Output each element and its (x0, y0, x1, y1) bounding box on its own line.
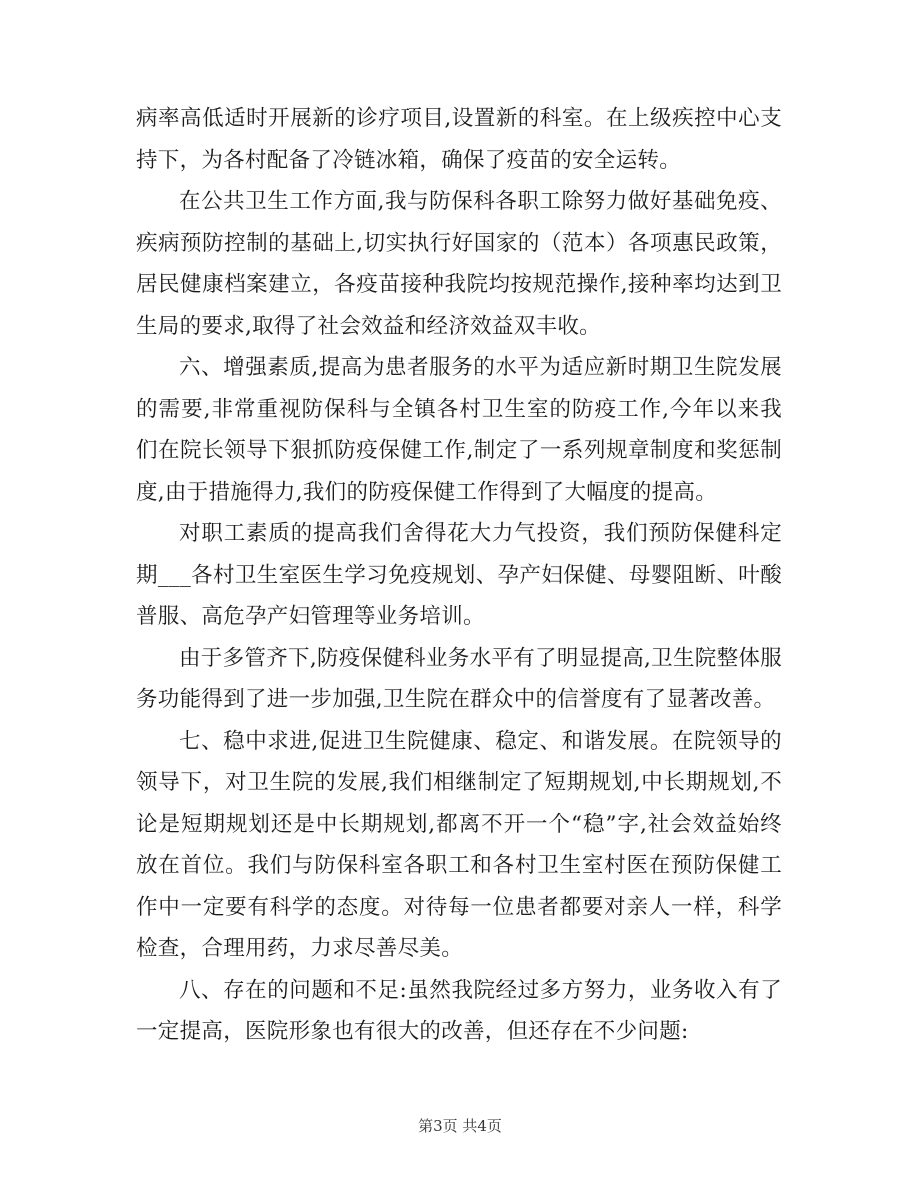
paragraph-section-six: 六、增强素质,提高为患者服务的水平为适应新时期卫生院发展的需要,非常重视防保科与全镇各村卫生室的防疫工作,今年以来我们在院长领导下狠抓防疫保健工作,制定了一系列规章制度和奖惩制度,由于措施得力,我们的防疫保健工作得到了大幅度的提高。 (136, 355, 782, 505)
paragraph-staff-training: 对职工素质的提高我们舍得花大力气投资，我们预防保健科定期___各村卫生室医生学习免疫规划、孕产妇保健、母婴阻断、叶酸普服、高危孕产妇管理等业务培训。 (136, 521, 782, 629)
document-body (136, 98, 782, 1053)
paragraph-improvement: 由于多管齐下,防疫保健科业务水平有了明显提高,卫生院整体服务功能得到了进一步加强,卫生院在群众中的信誉度有了显著改善。 (136, 645, 782, 712)
paragraph-public-health: 在公共卫生工作方面,我与防保科各职工除努力做好基础免疫、疾病预防控制的基础上,切实执行好国家的（范本）各项惠民政策，居民健康档案建立，各疫苗接种我院均按规范操作,接种率均达到卫生局的要求,取得了社会效益和经济效益双丰收。 (136, 189, 782, 339)
paragraph-section-seven: 七、稳中求进,促进卫生院健康、稳定、和谐发展。在院领导的领导下，对卫生院的发展,我们相继制定了短期规划,中长期规划,不论是短期规划还是中长期规划,都离不开一个“稳”字,社会效益始终放在首位。我们与防保科室各职工和各村卫生室村医在预防保健工作中一定要有科学的态度。对待每一位患者都要对亲人一样，科学检查，合理用药，力求尽善尽美。 (136, 728, 782, 961)
paragraph-continuation: 病率高低适时开展新的诊疗项目,设置新的科室。在上级疾控中心支持下，为各村配备了冷链冰箱，确保了疫苗的安全运转。 (136, 106, 782, 173)
page-number-footer: 第3页 共4页 (418, 1117, 502, 1135)
paragraph-section-eight: 八、存在的问题和不足:虽然我院经过多方努力，业务收入有了一定提高，医院形象也有很大的改善，但还存在不少问题: (136, 977, 782, 1044)
